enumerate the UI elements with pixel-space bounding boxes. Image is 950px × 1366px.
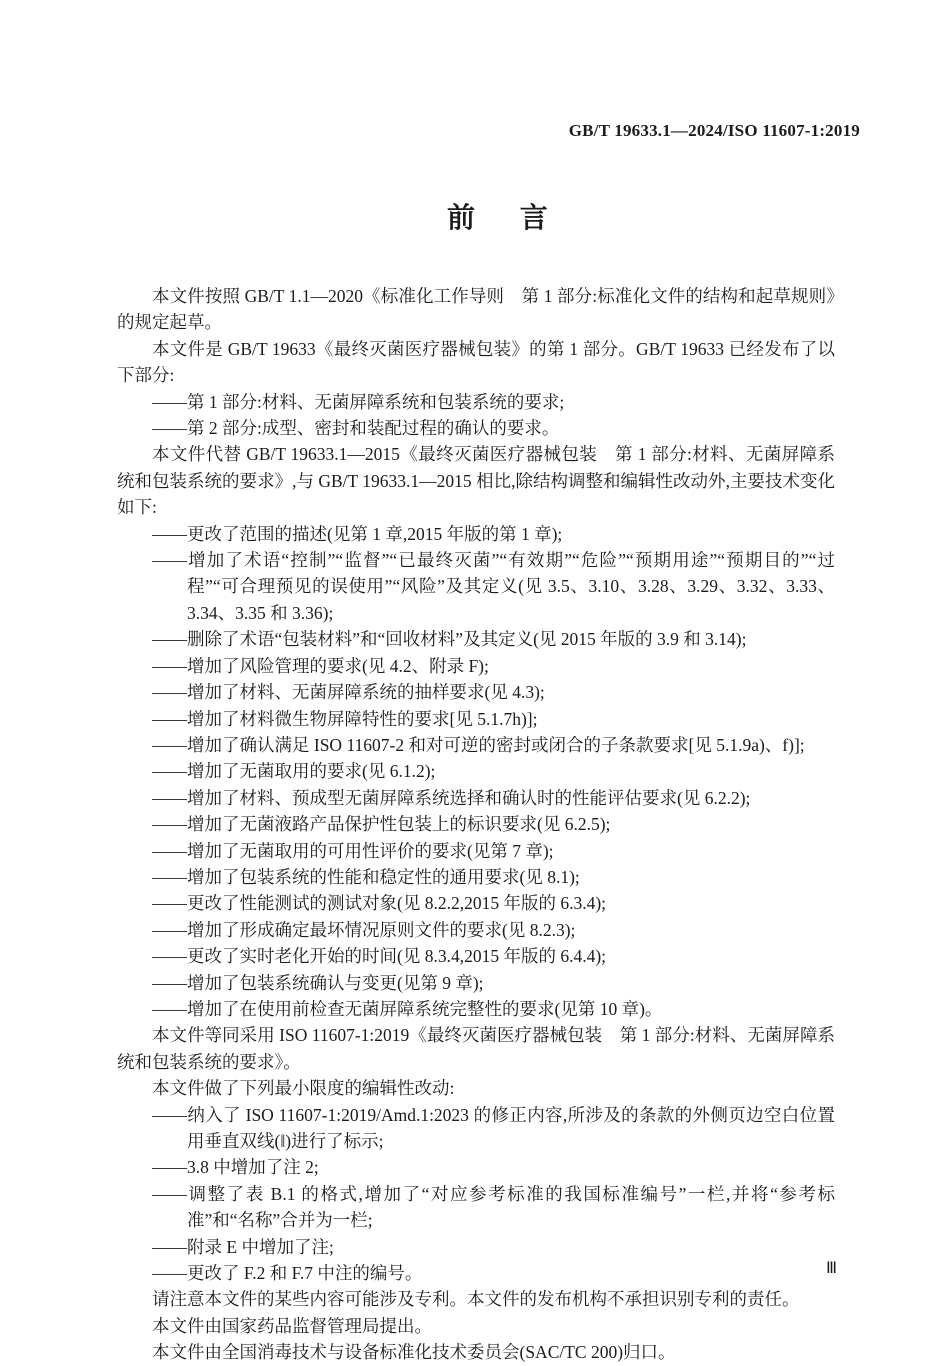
list-item: ——增加了形成确定最坏情况原则文件的要求(见 8.2.3);: [152, 919, 576, 940]
paragraph: 本文件做了下列最小限度的编辑性改动:: [152, 1078, 455, 1099]
list-item: ——增加了无菌液路产品保护性包装上的标识要求(见 6.2.5);: [152, 814, 611, 835]
paragraph: 请注意本文件的某些内容可能涉及专利。本文件的发布机构不承担识别专利的责任。: [152, 1289, 800, 1310]
list-item: ——增加了无菌取用的可用性评价的要求(见第 7 章);: [152, 840, 554, 861]
page-title: 前言: [446, 203, 593, 234]
document-body: [117, 283, 835, 1366]
list-item: ——更改了性能测试的测试对象(见 8.2.2,2015 年版的 6.3.4);: [152, 893, 607, 914]
list-item: ——增加了材料微生物屏障特性的要求[见 5.1.7h)];: [152, 708, 538, 729]
list-item: ——3.8 中增加了注 2;: [152, 1157, 319, 1178]
paragraph: 本文件由国家药品监督管理局提出。: [152, 1315, 432, 1336]
list-item: ——第 1 部分:材料、无菌屏障系统和包装系统的要求;: [152, 391, 565, 412]
list-item: ——增加了包装系统确认与变更(见第 9 章);: [152, 972, 484, 993]
list-item: ——附录 E 中增加了注;: [152, 1236, 334, 1257]
list-item: ——增加了确认满足 ISO 11607-2 和对可逆的密封或闭合的子条款要求[见 5.1.9a)、f)];: [152, 734, 805, 755]
list-item: ——增加了在使用前检查无菌屏障系统完整性的要求(见第 10 章)。: [152, 998, 663, 1019]
paragraph: 本文件等同采用 ISO 11607-1:2019《最终灭菌医疗器械包装 第 1 部分:材料、无菌屏障系统和包装系统的要求》。: [117, 1025, 835, 1072]
paragraph: 本文件由全国消毒技术与设备标准化技术委员会(SAC/TC 200)归口。: [152, 1342, 676, 1363]
list-item: ——纳入了 ISO 11607-1:2019/Amd.1:2023 的修正内容,所涉及的条款的外侧页边空白位置用垂直双线(‖)进行了标示;: [152, 1104, 835, 1151]
list-item: ——增加了无菌取用的要求(见 6.1.2);: [152, 761, 436, 782]
list-item: ——更改了 F.2 和 F.7 中注的编号。: [152, 1263, 423, 1284]
list-item: ——删除了术语“包装材料”和“回收材料”及其定义(见 2015 年版的 3.9 和 3.14);: [152, 629, 747, 650]
list-item: ——增加了包装系统的性能和稳定性的通用要求(见 8.1);: [152, 866, 580, 887]
paragraph: 本文件是 GB/T 19633《最终灭菌医疗器械包装》的第 1 部分。GB/T 19633 已经发布了以下部分:: [117, 338, 835, 386]
page-number: Ⅲ: [825, 1260, 837, 1277]
paragraph: 本文件代替 GB/T 19633.1—2015《最终灭菌医疗器械包装 第 1 部分:材料、无菌屏障系统和包装系统的要求》,与 GB/T 19633.1—2015 相比,除结构调整和编辑性改动外,主要技术变化如下:: [117, 444, 835, 518]
list-item: ——更改了实时老化开始的时间(见 8.3.4,2015 年版的 6.4.4);: [152, 946, 607, 967]
list-item: ——增加了材料、预成型无菌屏障系统选择和确认时的性能评估要求(见 6.2.2);: [152, 787, 751, 808]
list-item: ——更改了范围的描述(见第 1 章,2015 年版的第 1 章);: [152, 523, 563, 544]
list-item: ——第 2 部分:成型、密封和装配过程的确认的要求。: [152, 418, 560, 439]
paragraph: 本文件按照 GB/T 1.1—2020《标准化工作导则 第 1 部分:标准化文件的结构和起草规则》的规定起草。: [117, 286, 835, 333]
list-item: ——调整了表 B.1 的格式,增加了“对应参考标准的我国标准编号”一栏,并将“参考标准”和“名称”合并为一栏;: [152, 1183, 835, 1231]
list-item: ——增加了材料、无菌屏障系统的抽样要求(见 4.3);: [152, 682, 545, 703]
standard-code-header: GB/T 19633.1—2024/ISO 11607-1:2019: [568, 121, 860, 140]
list-item: ——增加了术语“控制”“监督”“已最终灭菌”“有效期”“危险”“预期用途”“预期目的”“过程”“可合理预见的误使用”“风险”及其定义(见 3.5、3.10、3.28、3.29、3.32、3.33、3.34、3.35 和 3.36);: [152, 550, 835, 623]
list-item: ——增加了风险管理的要求(见 4.2、附录 F);: [152, 655, 489, 676]
